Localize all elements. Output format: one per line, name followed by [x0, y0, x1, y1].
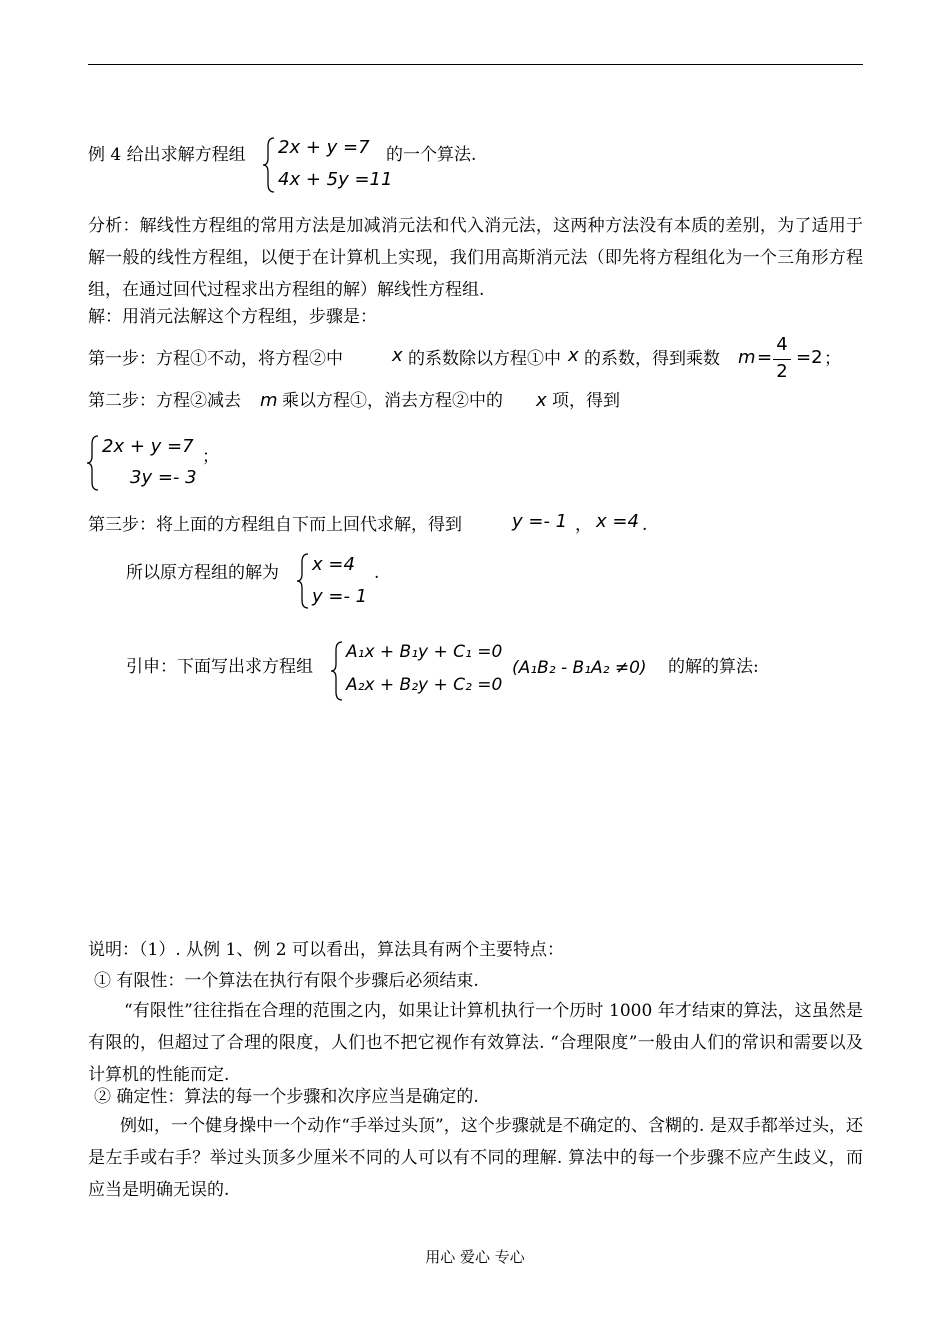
- extension-eq2: A₂x + B₂y + C₂ =0: [346, 675, 503, 695]
- step3-sol-x: x =4: [596, 511, 639, 532]
- conclusion-brace: [296, 552, 310, 610]
- header-rule: [88, 64, 863, 65]
- step1-semicolon: ；: [824, 349, 841, 369]
- step1-text-b: 的系数除以方程①中: [408, 349, 561, 369]
- conclusion-text: 所以原方程组的解为: [126, 563, 279, 583]
- step2-text-c: 项，得到: [552, 391, 620, 411]
- system2-semicolon: ；: [202, 447, 219, 467]
- step2-text-b: 乘以方程①，消去方程②中的: [282, 391, 503, 411]
- step1-denominator: 2: [776, 361, 788, 382]
- system2-eq2: 3y =- 3: [130, 467, 197, 488]
- conclusion-eq1: x =4: [312, 554, 355, 575]
- extension-condition: (A₁B₂ - B₁A₂ ≠0): [512, 658, 647, 678]
- solution-intro: 解：用消元法解这个方程组，步骤是：: [88, 307, 377, 327]
- page-footer: 用心 爱心 专心: [425, 1248, 525, 1266]
- step1-text-a: 第一步：方程①不动，将方程②中: [88, 349, 343, 369]
- example4-eq2: 4x + 5y =11: [278, 169, 393, 190]
- step1-numerator: 4: [776, 334, 788, 355]
- example4-label: 例 4 给出求解方程组: [88, 145, 246, 165]
- step1-text-c: 的系数，得到乘数: [584, 349, 720, 369]
- step1-var-x: x: [392, 345, 403, 366]
- system2-eq1: 2x + y =7: [102, 436, 194, 457]
- example4-eq1: 2x + y =7: [278, 137, 370, 158]
- conclusion-period: .: [374, 563, 380, 583]
- step2-var-m: m: [260, 390, 278, 411]
- step1-equals: =: [757, 347, 773, 368]
- notes-intro: 说明：（1）. 从例 1、例 2 可以看出，算法具有两个主要特点：: [88, 940, 564, 960]
- step2-var-x: x: [536, 390, 547, 411]
- notes-finiteness-title: ① 有限性：一个算法在执行有限个步骤后必须结束.: [94, 971, 479, 991]
- step3-comma: ，: [575, 515, 592, 535]
- step1-m: m: [738, 347, 756, 368]
- extension-tail: 的解的算法:: [668, 657, 759, 677]
- extension-eq1: A₁x + B₁y + C₁ =0: [346, 642, 503, 662]
- step1-result: =2: [796, 347, 823, 368]
- example4-tail: 的一个算法.: [386, 145, 477, 165]
- step2-text-a: 第二步：方程②减去: [88, 391, 241, 411]
- extension-text: 引申：下面写出求方程组: [126, 657, 313, 677]
- step3-text: 第三步：将上面的方程组自下而上回代求解，得到: [88, 515, 462, 535]
- notes-finiteness-body: “有限性”往往指在合理的范围之内，如果让计算机执行一个历时 1000 年才结束的算法，这虽然是有限的，但超过了合理的限度，人们也不把它视作有效算法. “合理限度”一般由人们的常识和需要以及计算机的性能而定.: [88, 1001, 863, 1085]
- step3-period: .: [642, 515, 648, 535]
- step3-sol-y: y =- 1: [512, 511, 568, 532]
- extension-brace: [330, 640, 344, 702]
- fraction-bar: [773, 359, 791, 360]
- example4-brace: [262, 136, 276, 194]
- conclusion-eq2: y =- 1: [312, 586, 368, 607]
- analysis-paragraph: 分析：解线性方程组的常用方法是加减消元法和代入消元法，这两种方法没有本质的差别，为了适用于解一般的线性方程组，以便于在计算机上实现，我们用高斯消元法（即先将方程组化为一个三角形方程组，在通过回代过程求出方程组的解）解线性方程组.: [88, 216, 863, 300]
- step1-var-x2: x: [568, 345, 579, 366]
- notes-definiteness-body: 例如，一个健身操中一个动作“手举过头顶”，这个步骤就是不确定的、含糊的. 是双手都举过头，还是左手或右手？举过头顶多少厘米不同的人可以有不同的理解. 算法中的每一个步骤不应产生歧义，而应当是明确无误的.: [88, 1116, 864, 1200]
- system2-brace: [86, 434, 100, 492]
- notes-definiteness-title: ② 确定性：算法的每一个步骤和次序应当是确定的.: [94, 1087, 479, 1107]
